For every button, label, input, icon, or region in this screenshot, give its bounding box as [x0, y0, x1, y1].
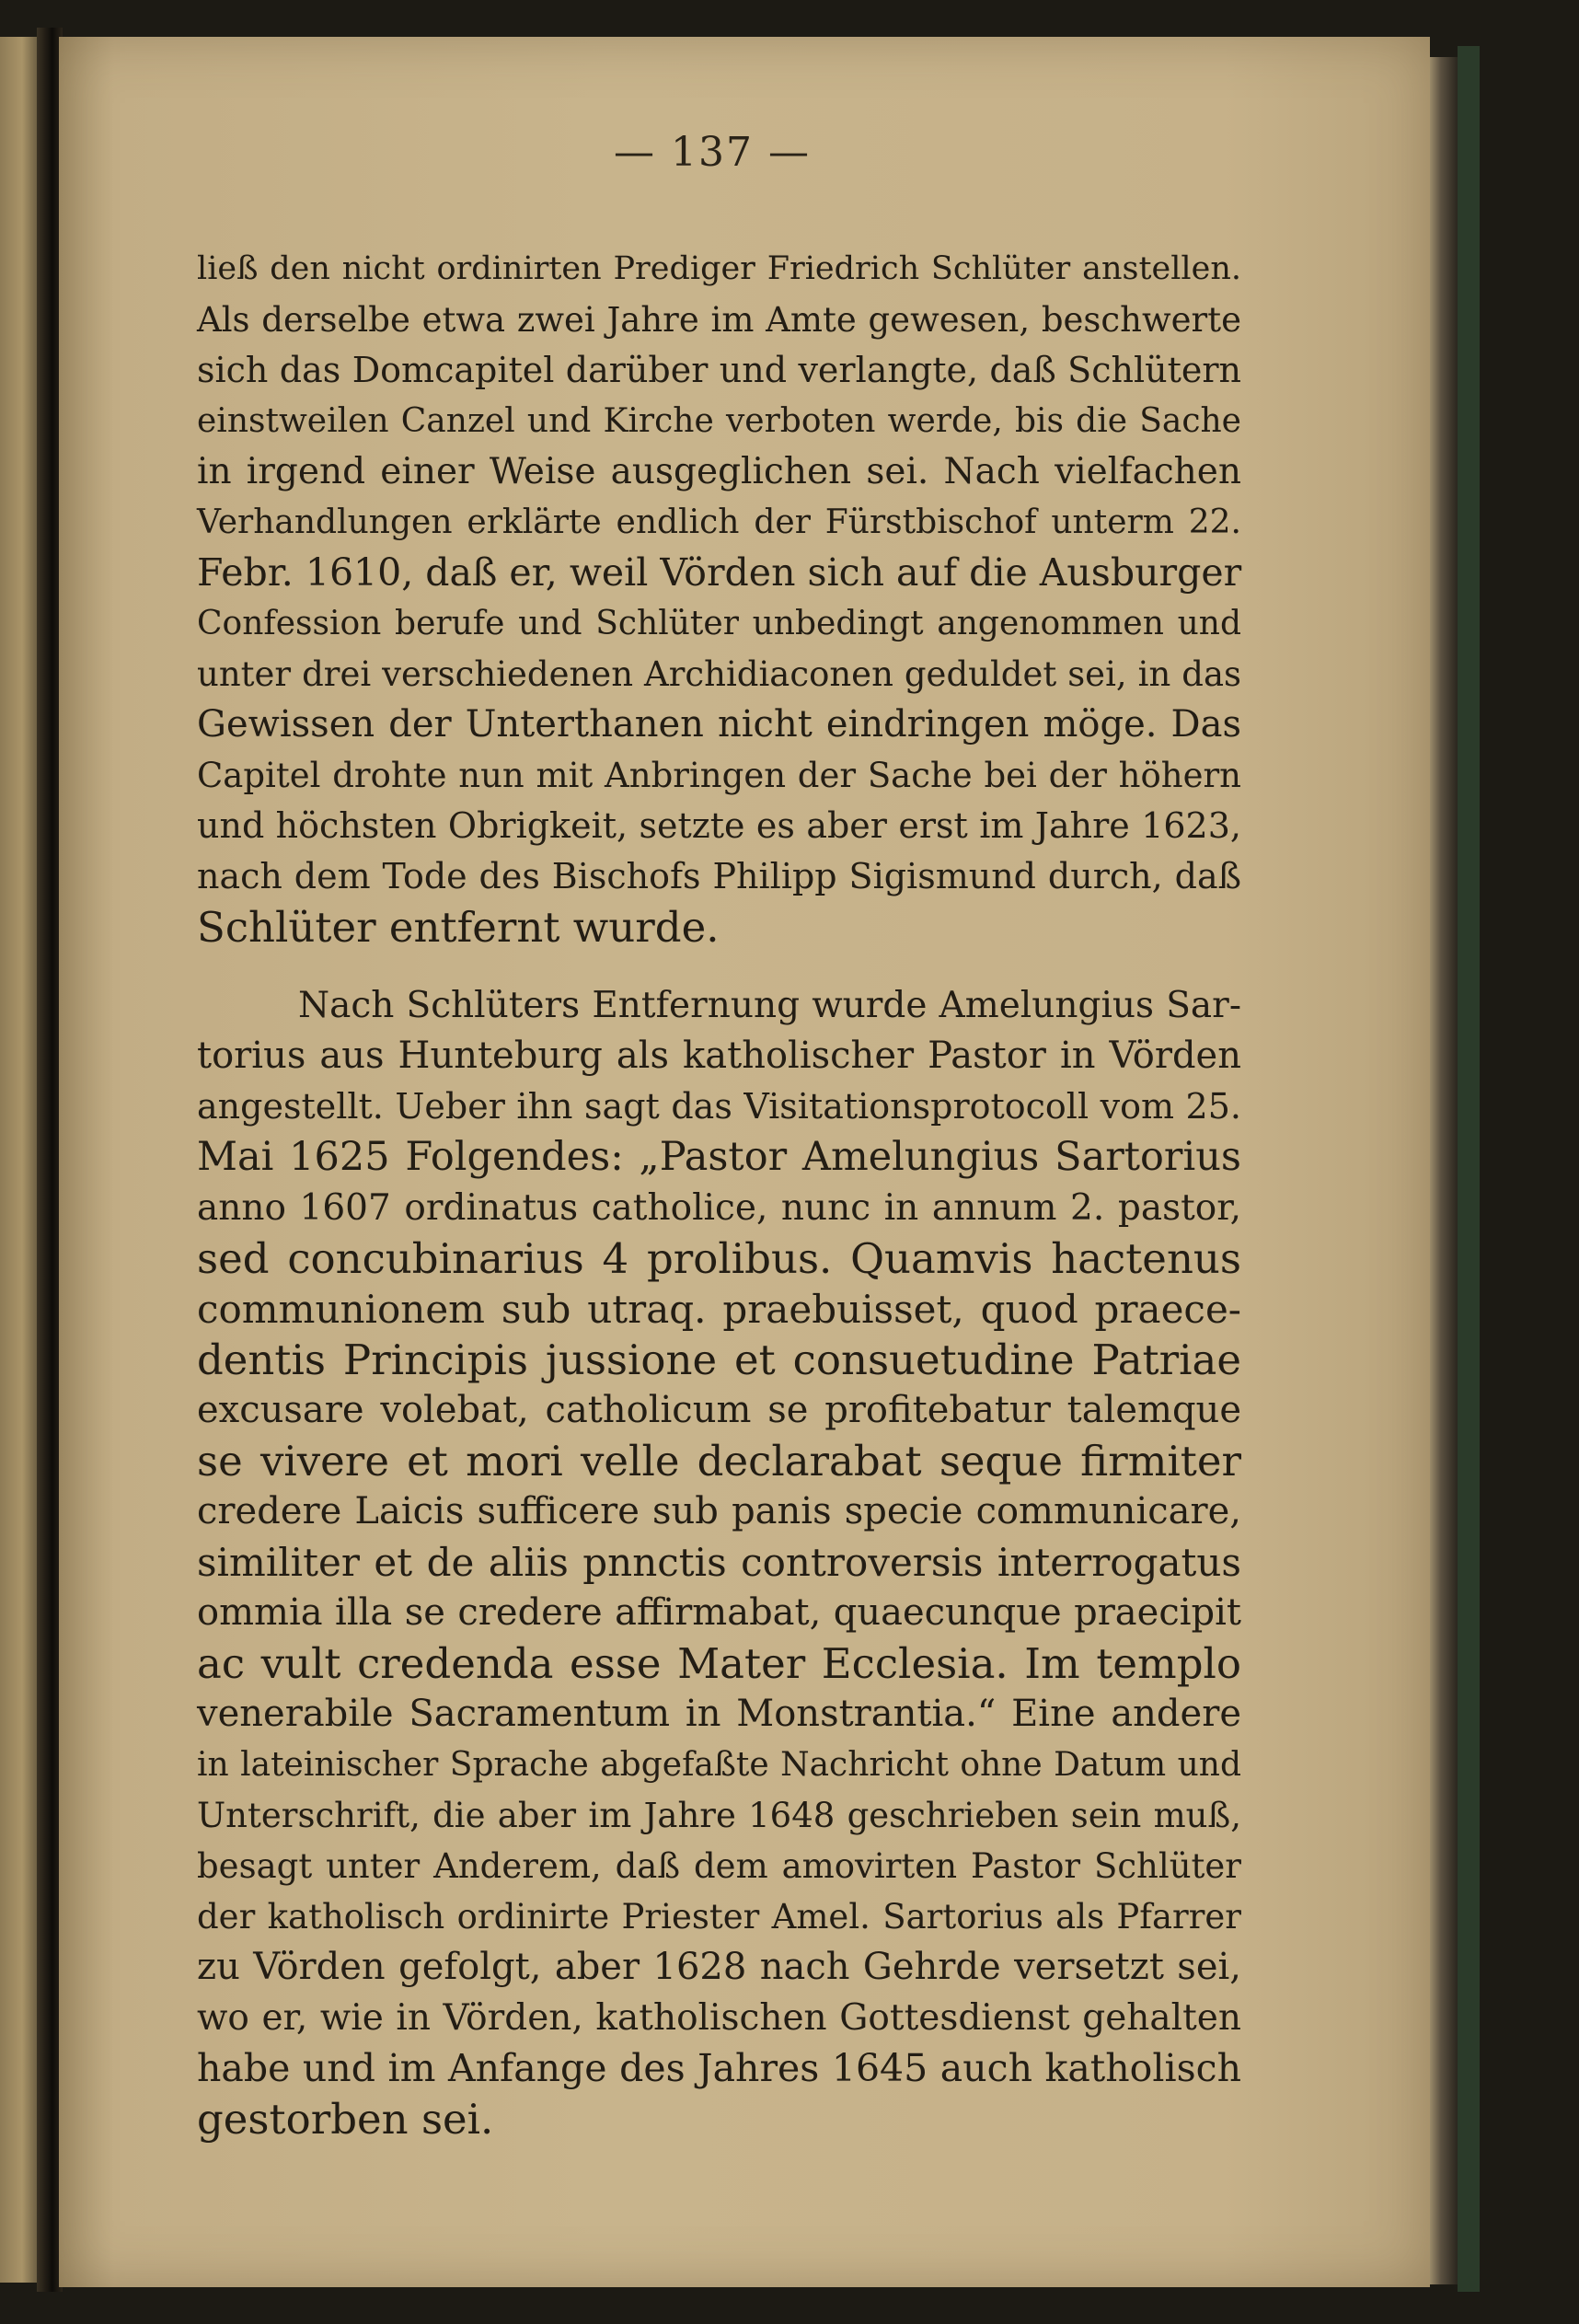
text-line: ac vult credenda esse Mater Ecclesia. Im templo	[197, 1639, 1241, 1688]
text-line: Mai 1625 Folgendes: „Pastor Amelungius Sartorius	[197, 1134, 1241, 1180]
text-line: sich das Domcapitel darüber und verlangte, daß Schlütern	[197, 350, 1241, 390]
text-line: Nach Schlüters Entfernung wurde Amelungius Sar-	[298, 985, 1241, 1026]
text-line: einstweilen Canzel und Kirche verboten werde, bis die Sache	[197, 402, 1241, 440]
text-line: gestorben sei.	[197, 2095, 494, 2144]
text-line: Verhandlungen erklärte endlich der Fürstbischof unterm 22.	[197, 503, 1241, 541]
text-line: credere Laicis sufficere sub panis specie communicare,	[197, 1490, 1241, 1532]
text-line: excusare volebat, catholicum se profitebatur talemque	[197, 1389, 1241, 1431]
text-line: habe und im Anfange des Jahres 1645 auch katholisch	[197, 2046, 1241, 2090]
text-line: in irgend einer Weise ausgeglichen sei. Nach vielfachen	[197, 451, 1241, 492]
text-line: unter drei verschiedenen Archidiaconen geduldet sei, in das	[197, 654, 1241, 694]
book-cover-edge	[1458, 46, 1480, 2292]
text-line: sed concubinarius 4 prolibus. Quamvis hactenus	[197, 1234, 1241, 1283]
text-line: angestellt. Ueber ihn sagt das Visitationsprotocoll vom 25.	[197, 1086, 1241, 1127]
text-line: wo er, wie in Vörden, katholischen Gottesdienst gehalten	[197, 1997, 1241, 2039]
page-body-text	[197, 244, 1241, 2145]
adjacent-page-edge	[0, 37, 37, 2283]
text-line: venerabile Sacramentum in Monstrantia.“ Eine andere	[197, 1693, 1241, 1735]
text-line: communionem sub utraq. praebuisset, quod praece-	[197, 1287, 1241, 1332]
page-number-header: — 137 —	[614, 129, 811, 176]
text-line: Febr. 1610, daß er, weil Vörden sich auf die Ausburger	[197, 550, 1242, 595]
text-line: und höchsten Obrigkeit, setzte es aber erst im Jahre 1623,	[197, 805, 1241, 846]
text-line: Capitel drohte nun mit Anbringen der Sache bei der höhern	[197, 756, 1241, 795]
text-line: similiter et de aliis pnnctis controversis interrogatus	[197, 1540, 1241, 1585]
text-line: Als derselbe etwa zwei Jahre im Amte gewesen, beschwerte	[197, 300, 1241, 340]
text-line: se vivere et mori velle declarabat seque firmiter	[197, 1437, 1241, 1486]
text-line: besagt unter Anderem, daß dem amovirten Pastor Schlüter	[197, 1846, 1241, 1886]
text-line: zu Vörden gefolgt, aber 1628 nach Gehrde versetzt sei,	[197, 1946, 1241, 1988]
paragraph-gap	[197, 953, 1241, 980]
text-line: Gewissen der Unterthanen nicht eindringen möge. Das	[197, 703, 1241, 746]
text-line: Schlüter entfernt wurde.	[197, 903, 720, 952]
text-line: torius aus Hunteburg als katholischer Pastor in Vörden	[197, 1035, 1241, 1077]
text-line: ließ den nicht ordinirten Prediger Friedrich Schlüter anstellen.	[197, 250, 1241, 287]
text-line: nach dem Tode des Bischofs Philipp Sigismund durch, daß	[197, 856, 1241, 896]
text-line: Confession berufe und Schlüter unbedingt angenommen und	[197, 605, 1241, 642]
text-line: dentis Principis jussione et consuetudine Patriae	[197, 1335, 1241, 1384]
text-line: anno 1607 ordinatus catholice, nunc in annum 2. pastor,	[197, 1187, 1241, 1229]
text-line: der katholisch ordinirte Priester Amel. Sartorius als Pfarrer	[197, 1897, 1241, 1937]
text-line: in lateinischer Sprache abgefaßte Nachricht ohne Datum und	[197, 1746, 1241, 1784]
text-line: Unterschrift, die aber im Jahre 1648 geschrieben sein muß,	[197, 1796, 1241, 1835]
page-block-edge	[1430, 57, 1458, 2284]
text-line: ommia illa se credere affirmabat, quaecunque praecipit	[197, 1591, 1241, 1634]
book-page	[59, 37, 1430, 2287]
